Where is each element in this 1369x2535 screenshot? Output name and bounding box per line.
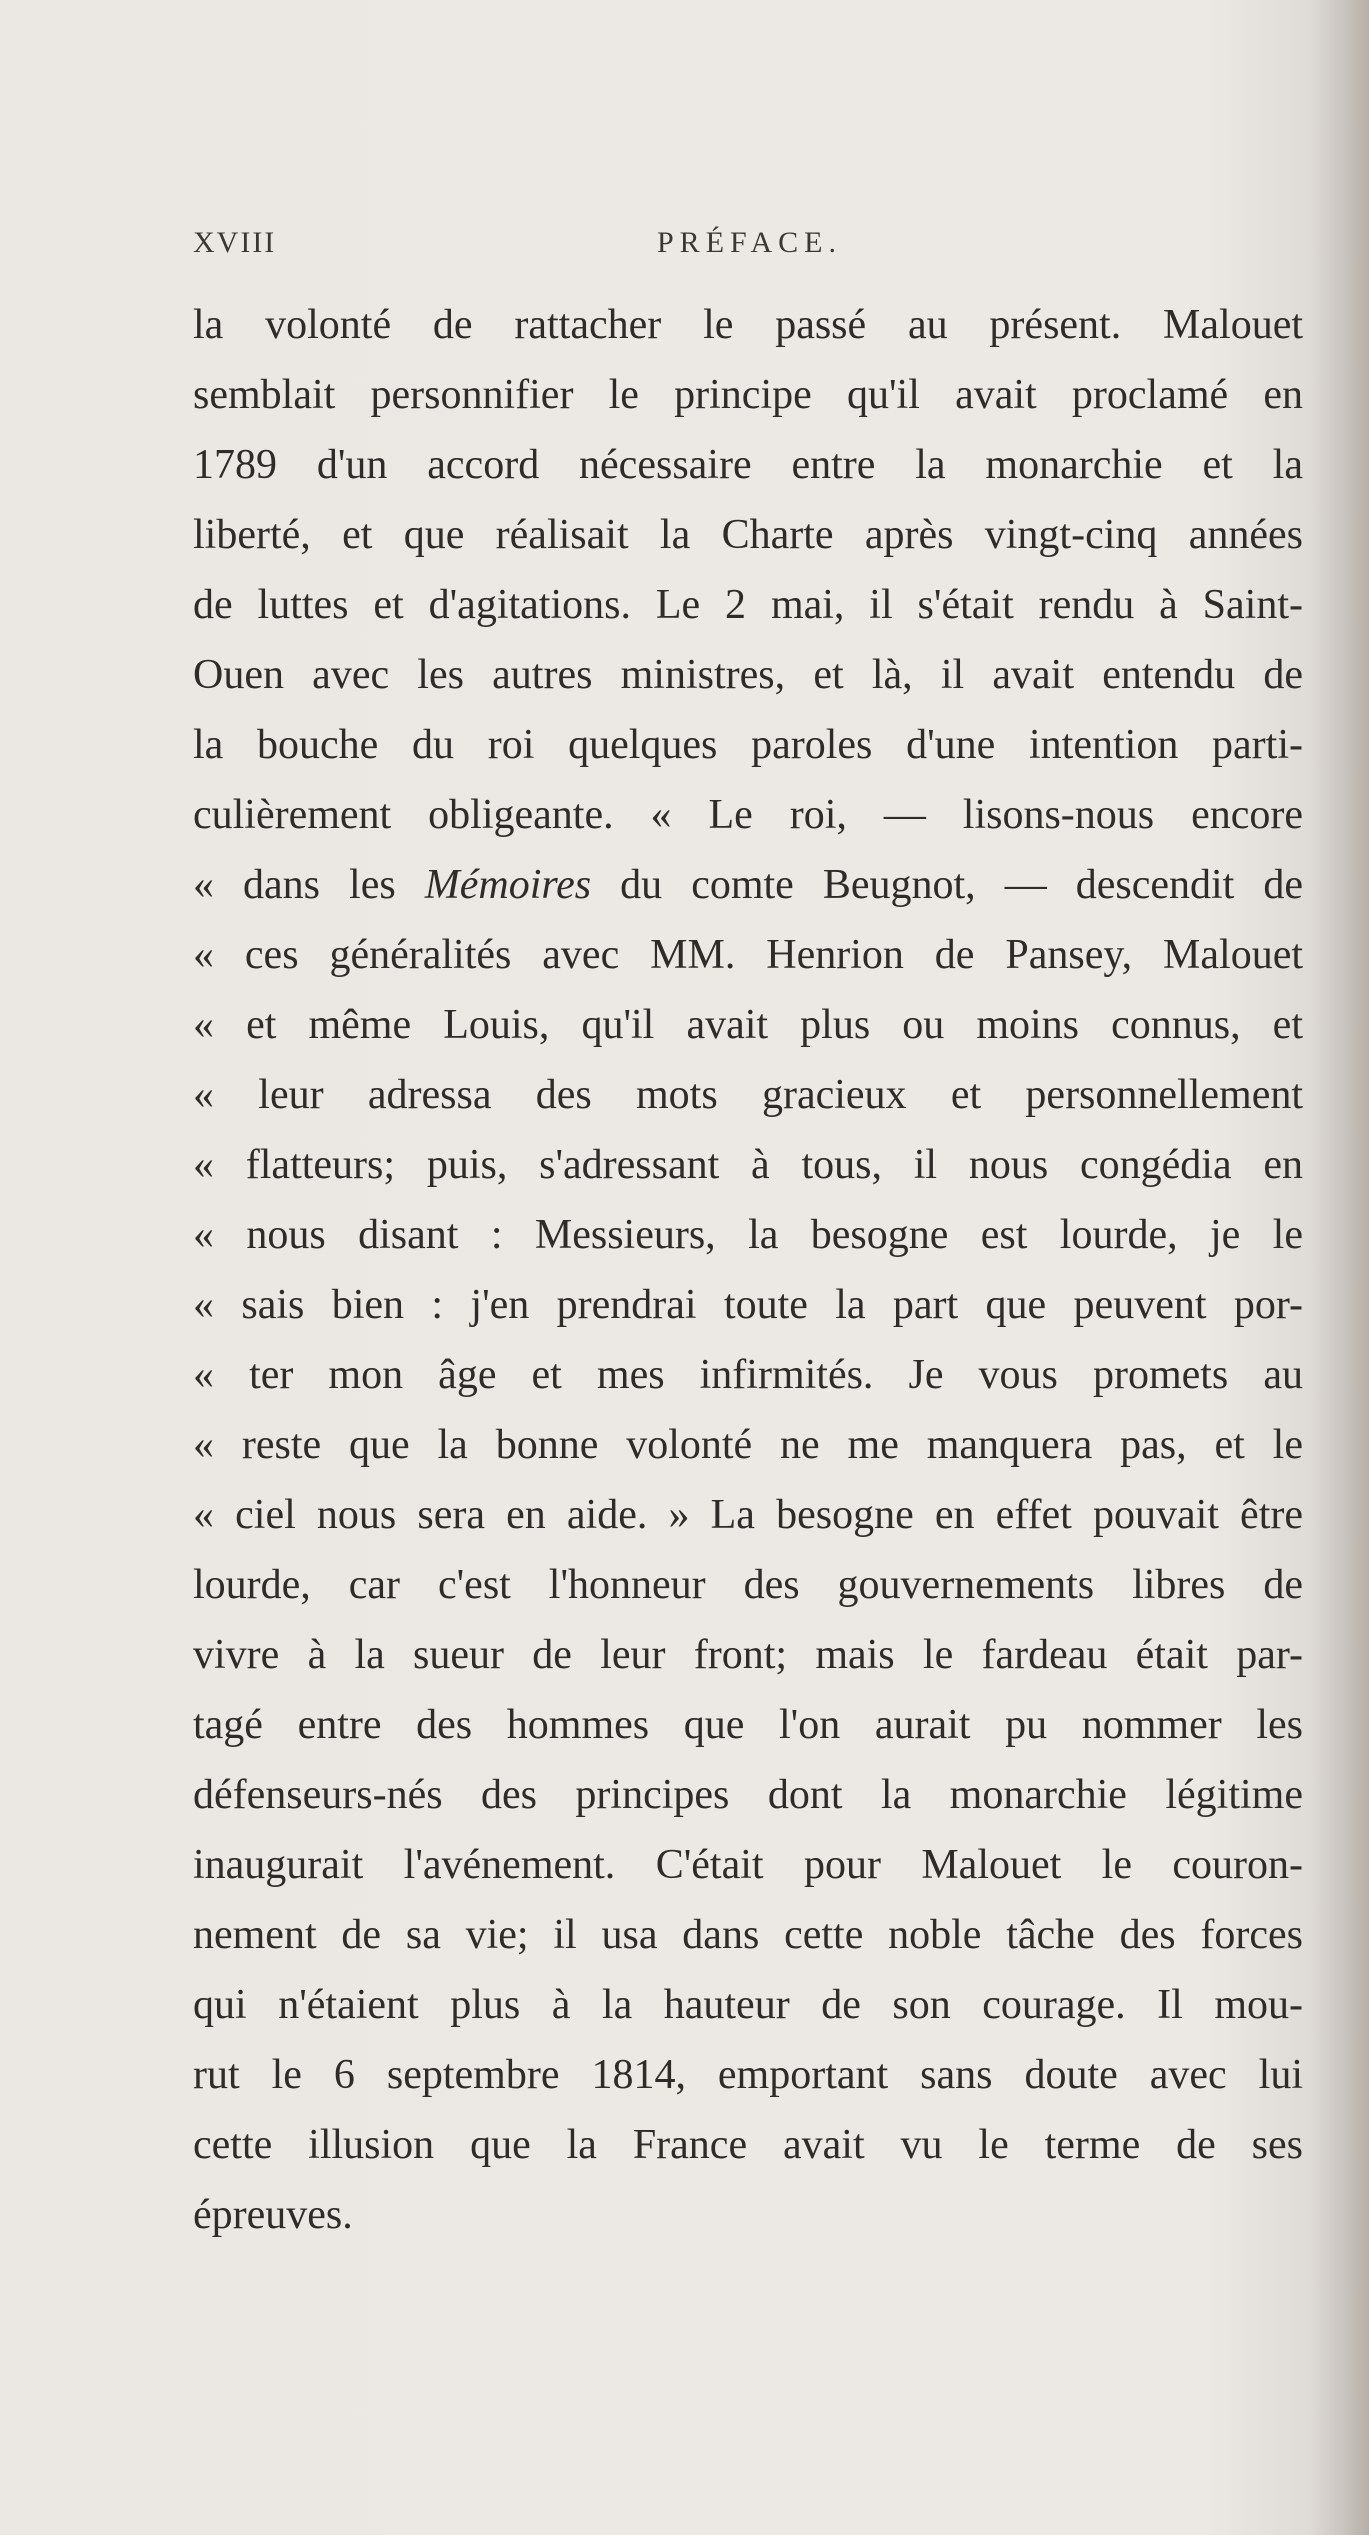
- text-line: la bouche du roi quelques paroles d'une intention parti-: [193, 722, 1303, 768]
- text-line: nement de sa vie; il usa dans cette noble tâche des forces: [193, 1912, 1303, 1958]
- text-line: de luttes et d'agitations. Le 2 mai, il s'était rendu à Saint-: [193, 582, 1303, 628]
- text-line: lourde, car c'est l'honneur des gouvernements libres de: [193, 1562, 1303, 1608]
- text-line: « leur adressa des mots gracieux et personnellement: [193, 1072, 1303, 1118]
- running-title: PRÉFACE.: [657, 226, 842, 259]
- text-line: « sais bien : j'en prendrai toute la part que peuvent por-: [193, 1282, 1303, 1328]
- text-line: tagé entre des hommes que l'on aurait pu nommer les: [193, 1702, 1303, 1748]
- text-line: culièrement obligeante. « Le roi, — lisons-nous encore: [193, 792, 1303, 838]
- text-line: rut le 6 septembre 1814, emportant sans doute avec lui: [193, 2052, 1303, 2098]
- text-fragment: du comte Beugnot, — descendit de: [591, 862, 1303, 908]
- text-line: « flatteurs; puis, s'adressant à tous, il nous congédia en: [193, 1142, 1303, 1188]
- text-fragment: « dans les: [193, 862, 425, 908]
- text-line: défenseurs-nés des principes dont la monarchie légitime: [193, 1772, 1303, 1818]
- text-line: la volonté de rattacher le passé au présent. Malouet: [193, 302, 1303, 348]
- page-header: [193, 226, 1173, 266]
- page-edge-shadow: [1309, 0, 1369, 2535]
- text-line: inaugurait l'avénement. C'était pour Malouet le couron-: [193, 1842, 1303, 1888]
- text-line: semblait personnifier le principe qu'il avait proclamé en: [193, 372, 1303, 418]
- text-line: épreuves.: [193, 2192, 353, 2238]
- text-line: Ouen avec les autres ministres, et là, il avait entendu de: [193, 652, 1303, 698]
- italic-title: Mémoires: [424, 862, 592, 908]
- text-line: « et même Louis, qu'il avait plus ou moins connus, et: [193, 1002, 1303, 1048]
- text-line: « ter mon âge et mes infirmités. Je vous promets au: [193, 1352, 1303, 1398]
- text-line: qui n'étaient plus à la hauteur de son courage. Il mou-: [193, 1982, 1303, 2028]
- text-line: « nous disant : Messieurs, la besogne est lourde, je le: [193, 1212, 1303, 1258]
- text-line: liberté, et que réalisait la Charte après vingt-cinq années: [193, 512, 1303, 558]
- body-text: [193, 290, 1303, 2250]
- page-number: XVIII: [193, 226, 277, 259]
- text-line: « reste que la bonne volonté ne me manquera pas, et le: [193, 1422, 1303, 1468]
- text-line: 1789 d'un accord nécessaire entre la monarchie et la: [193, 442, 1303, 488]
- text-line: cette illusion que la France avait vu le terme de ses: [193, 2122, 1303, 2168]
- text-line: vivre à la sueur de leur front; mais le fardeau était par-: [193, 1632, 1303, 1678]
- text-line-with-italic: [193, 850, 1303, 920]
- text-line: « ces généralités avec MM. Henrion de Pansey, Malouet: [193, 932, 1303, 978]
- text-line: « ciel nous sera en aide. » La besogne en effet pouvait être: [193, 1492, 1303, 1538]
